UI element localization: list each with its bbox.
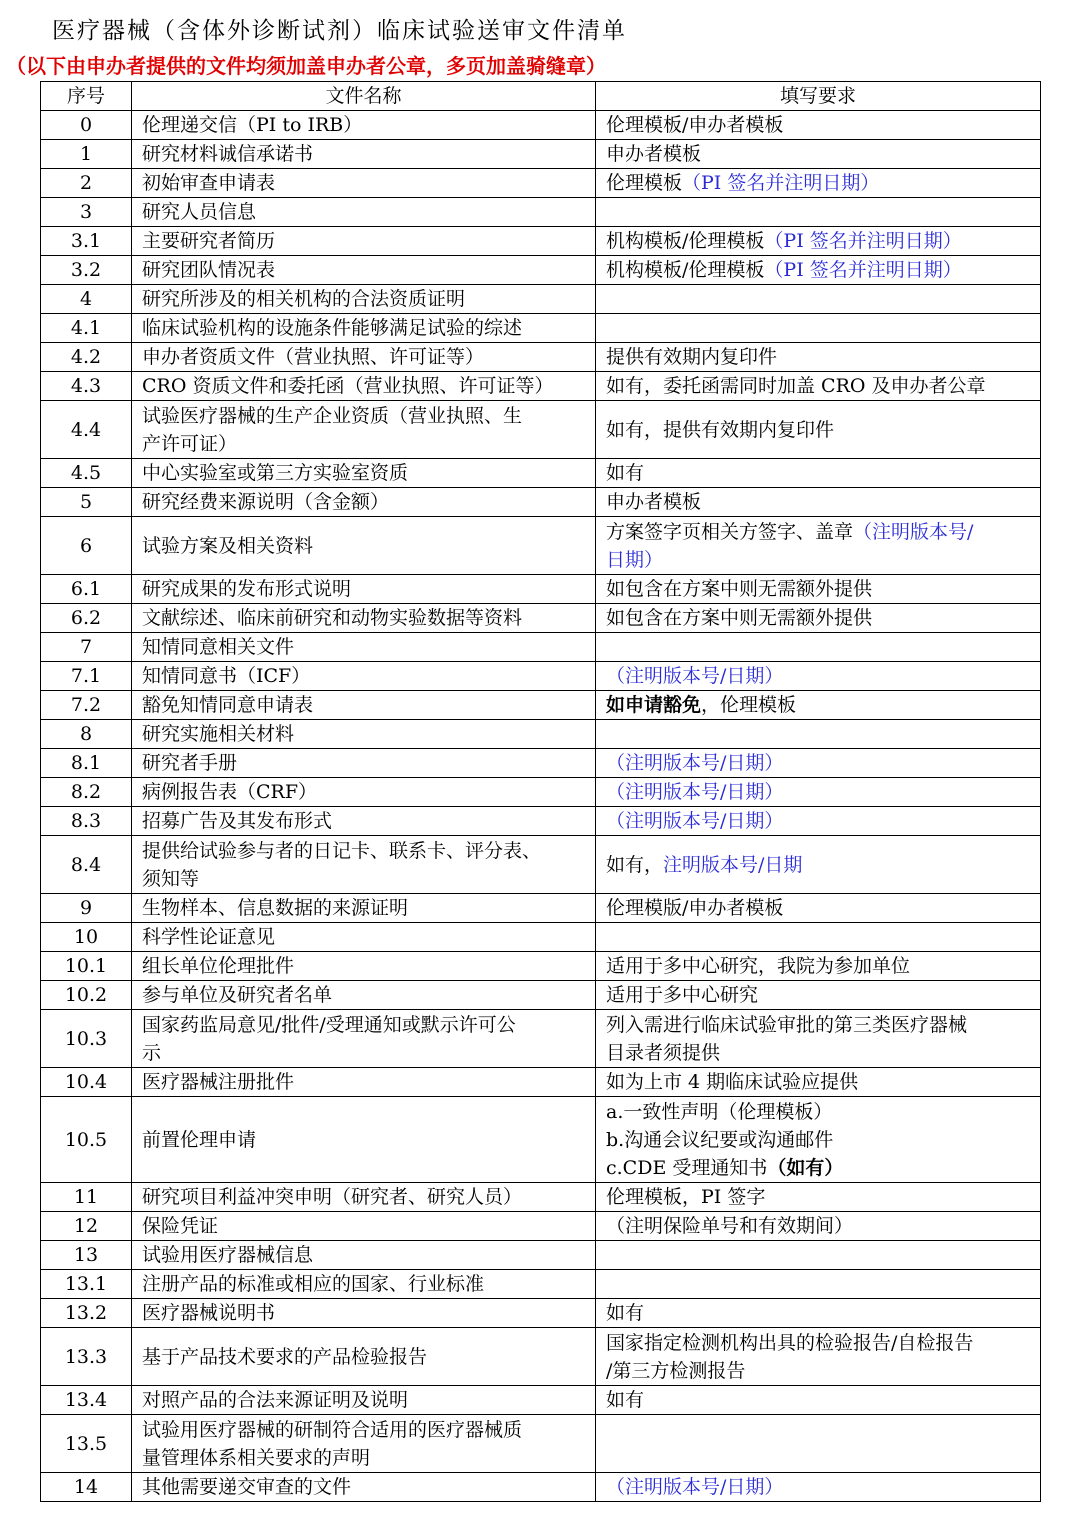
row-number: 8.3 <box>41 807 132 836</box>
page-subtitle-note: （以下由申办者提供的文件均须加盖申办者公章，多页加盖骑缝章） <box>6 54 606 78</box>
row-number: 10 <box>41 923 132 952</box>
row-number: 10.1 <box>41 952 132 981</box>
file-name-text: 研究成果的发布形式说明 <box>142 578 352 600</box>
requirement-cell <box>596 691 1041 720</box>
requirement-note-text: （注明版本号/日期） <box>606 665 784 687</box>
table-row <box>41 575 1041 604</box>
file-name-cell <box>132 314 596 343</box>
file-name-text: 国家药监局意见/批件/受理通知或默示许可公 <box>142 1013 516 1036</box>
requirement-text: 如申请豁免 <box>606 694 702 716</box>
requirement-cell <box>596 1183 1041 1212</box>
table-row <box>41 1386 1041 1415</box>
file-name-cell <box>132 140 596 169</box>
requirement-cell <box>596 633 1041 662</box>
requirement-text: 如有，提供有效期内复印件 <box>606 418 835 441</box>
header-requirements: 填写要求 <box>596 82 1041 111</box>
requirement-cell <box>596 1299 1041 1328</box>
table-row <box>41 952 1041 981</box>
file-name-text: 知情同意书（ICF） <box>142 665 311 687</box>
file-name-text: 研究经费来源说明（含金额） <box>142 491 390 513</box>
file-name-text: 生物样本、信息数据的来源证明 <box>142 897 409 919</box>
file-name-cell <box>132 1328 596 1386</box>
file-name-cell <box>132 1010 596 1068</box>
table-row <box>41 1212 1041 1241</box>
file-name-cell <box>132 111 596 140</box>
file-name-cell <box>132 1183 596 1212</box>
file-name-text: 临床试验机构的设施条件能够满足试验的综述 <box>142 317 523 339</box>
file-name-cell <box>132 1386 596 1415</box>
requirement-cell <box>596 952 1041 981</box>
file-name-text: 医疗器械注册批件 <box>142 1071 295 1093</box>
file-name-text: 其他需要递交审查的文件 <box>142 1476 352 1498</box>
table-row <box>41 1010 1041 1068</box>
requirement-cell <box>596 1473 1041 1502</box>
table-row <box>41 372 1041 401</box>
file-name-text: 初始审查申请表 <box>142 172 276 194</box>
header-file-name: 文件名称 <box>132 82 596 111</box>
requirement-text: 机构模板/伦理模板 <box>606 230 765 252</box>
requirement-cell <box>596 1097 1041 1183</box>
requirement-cell <box>596 169 1041 198</box>
file-name-text: 参与单位及研究者名单 <box>142 984 333 1006</box>
row-number: 12 <box>41 1212 132 1241</box>
requirement-cell <box>596 807 1041 836</box>
requirement-text: 伦理模板/申办者模板 <box>606 114 784 136</box>
requirement-cell <box>596 227 1041 256</box>
row-number: 4.4 <box>41 401 132 459</box>
requirement-text: /第三方检测报告 <box>606 1359 746 1382</box>
file-name-cell <box>132 633 596 662</box>
requirement-text: c.CDE 受理通知书 <box>606 1156 768 1179</box>
table-row <box>41 720 1041 749</box>
file-name-cell <box>132 1212 596 1241</box>
requirement-note-text: （注明版本号/日期） <box>606 781 784 803</box>
table-row <box>41 1270 1041 1299</box>
file-name-text: 基于产品技术要求的产品检验报告 <box>142 1345 428 1368</box>
row-number: 10.5 <box>41 1097 132 1183</box>
requirement-text: 方案签字页相关方签字、盖章 <box>606 520 854 543</box>
table-row <box>41 227 1041 256</box>
requirement-text: 如有，委托函需同时加盖 CRO 及申办者公章 <box>606 375 986 397</box>
requirement-cell <box>596 198 1041 227</box>
table-row <box>41 1415 1041 1473</box>
file-name-cell <box>132 1415 596 1473</box>
file-name-text: 研究项目利益冲突申明（研究者、研究人员） <box>142 1186 523 1208</box>
file-name-text: 伦理递交信（PI to IRB） <box>142 114 363 136</box>
file-name-cell <box>132 488 596 517</box>
file-name-text: 示 <box>142 1041 162 1064</box>
requirement-cell <box>596 604 1041 633</box>
table-row <box>41 604 1041 633</box>
table-row <box>41 169 1041 198</box>
requirement-cell <box>596 894 1041 923</box>
file-name-text: 前置伦理申请 <box>142 1128 257 1151</box>
file-name-cell <box>132 981 596 1010</box>
requirement-text: 如有 <box>606 462 645 484</box>
requirement-note-text: （注明版本号/日期） <box>606 810 784 832</box>
row-number: 7 <box>41 633 132 662</box>
file-name-cell <box>132 227 596 256</box>
requirement-cell <box>596 488 1041 517</box>
row-number: 8.2 <box>41 778 132 807</box>
table-row <box>41 1068 1041 1097</box>
table-row <box>41 256 1041 285</box>
row-number: 6.2 <box>41 604 132 633</box>
row-number: 4.3 <box>41 372 132 401</box>
table-row <box>41 285 1041 314</box>
requirement-text: 适用于多中心研究 <box>606 984 759 1006</box>
row-number: 14 <box>41 1473 132 1502</box>
page-title: 医疗器械（含体外诊断试剂）临床试验送审文件清单 <box>52 18 627 44</box>
file-name-text: 须知等 <box>142 867 200 890</box>
row-number: 11 <box>41 1183 132 1212</box>
requirement-cell <box>596 749 1041 778</box>
row-number: 13 <box>41 1241 132 1270</box>
requirement-cell <box>596 778 1041 807</box>
file-name-text: 试验用医疗器械的研制符合适用的医疗器械质 <box>142 1418 523 1441</box>
table-row <box>41 140 1041 169</box>
row-number: 10.2 <box>41 981 132 1010</box>
table-row <box>41 662 1041 691</box>
table-row <box>41 807 1041 836</box>
row-number: 6 <box>41 517 132 575</box>
requirement-note-text: （注明版本号/ <box>853 520 974 543</box>
row-number: 3 <box>41 198 132 227</box>
requirement-text: ，伦理模板 <box>701 694 797 716</box>
requirement-cell <box>596 1386 1041 1415</box>
requirement-cell <box>596 459 1041 488</box>
row-number: 4.1 <box>41 314 132 343</box>
row-number: 5 <box>41 488 132 517</box>
requirement-cell <box>596 314 1041 343</box>
row-number: 13.5 <box>41 1415 132 1473</box>
row-number: 13.4 <box>41 1386 132 1415</box>
row-number: 9 <box>41 894 132 923</box>
file-name-text: 研究所涉及的相关机构的合法资质证明 <box>142 288 466 310</box>
requirement-text: 如包含在方案中则无需额外提供 <box>606 607 873 629</box>
header-number: 序号 <box>41 82 132 111</box>
document-list-table <box>40 81 1041 1502</box>
requirement-text: 如有， <box>606 853 664 876</box>
table-row <box>41 198 1041 227</box>
requirement-cell <box>596 140 1041 169</box>
file-name-text: 研究团队情况表 <box>142 259 276 281</box>
requirement-text: 机构模板/伦理模板 <box>606 259 765 281</box>
requirement-cell <box>596 343 1041 372</box>
requirement-cell <box>596 575 1041 604</box>
file-name-cell <box>132 691 596 720</box>
row-number: 4.2 <box>41 343 132 372</box>
table-row <box>41 923 1041 952</box>
requirement-text: 如有 <box>606 1389 645 1411</box>
file-name-text: 豁免知情同意申请表 <box>142 694 314 716</box>
file-name-text: 医疗器械说明书 <box>142 1302 276 1324</box>
table-row <box>41 111 1041 140</box>
table-row <box>41 633 1041 662</box>
file-name-cell <box>132 1068 596 1097</box>
file-name-text: 病例报告表（CRF） <box>142 781 318 803</box>
row-number: 2 <box>41 169 132 198</box>
requirement-text: 如包含在方案中则无需额外提供 <box>606 578 873 600</box>
table-row <box>41 459 1041 488</box>
file-name-cell <box>132 923 596 952</box>
file-name-cell <box>132 401 596 459</box>
file-name-cell <box>132 894 596 923</box>
table-row <box>41 1097 1041 1183</box>
requirement-note-text: 注明版本号/日期 <box>663 853 803 876</box>
requirement-cell <box>596 1415 1041 1473</box>
row-number: 3.2 <box>41 256 132 285</box>
file-name-cell <box>132 807 596 836</box>
file-name-text: 组长单位伦理批件 <box>142 955 295 977</box>
file-name-text: 提供给试验参与者的日记卡、联系卡、评分表、 <box>142 839 542 862</box>
file-name-cell <box>132 1299 596 1328</box>
file-name-text: 科学性论证意见 <box>142 926 276 948</box>
requirement-text: 申办者模板 <box>606 491 702 513</box>
row-number: 0 <box>41 111 132 140</box>
file-name-cell <box>132 1270 596 1299</box>
file-name-cell <box>132 720 596 749</box>
table-row <box>41 1473 1041 1502</box>
file-name-text: 主要研究者简历 <box>142 230 276 252</box>
requirement-note-text: （注明版本号/日期） <box>606 1476 784 1498</box>
requirement-cell <box>596 285 1041 314</box>
file-name-cell <box>132 256 596 285</box>
table-row <box>41 314 1041 343</box>
requirement-text: b.沟通会议纪要或沟通邮件 <box>606 1128 834 1151</box>
file-name-text: CRO 资质文件和委托函（营业执照、许可证等） <box>142 375 554 397</box>
row-number: 4.5 <box>41 459 132 488</box>
requirement-cell <box>596 1328 1041 1386</box>
file-name-text: 知情同意相关文件 <box>142 636 295 658</box>
file-name-cell <box>132 836 596 894</box>
row-number: 10.3 <box>41 1010 132 1068</box>
requirement-cell <box>596 720 1041 749</box>
file-name-cell <box>132 1473 596 1502</box>
requirement-text: 国家指定检测机构出具的检验报告/自检报告 <box>606 1331 974 1354</box>
table-row <box>41 836 1041 894</box>
requirement-cell <box>596 256 1041 285</box>
table-row <box>41 401 1041 459</box>
file-name-text: 招募广告及其发布形式 <box>142 810 333 832</box>
requirement-cell <box>596 1010 1041 1068</box>
table-row <box>41 778 1041 807</box>
file-name-cell <box>132 1241 596 1270</box>
file-name-text: 研究实施相关材料 <box>142 723 295 745</box>
requirement-cell <box>596 981 1041 1010</box>
requirement-text: 目录者须提供 <box>606 1041 721 1064</box>
requirement-text: 伦理模板 <box>606 172 683 194</box>
file-name-cell <box>132 285 596 314</box>
file-name-cell <box>132 575 596 604</box>
table-row <box>41 691 1041 720</box>
row-number: 7.1 <box>41 662 132 691</box>
file-name-text: 试验用医疗器械信息 <box>142 1244 314 1266</box>
file-name-text: 试验方案及相关资料 <box>142 534 314 557</box>
table-row <box>41 1299 1041 1328</box>
file-name-cell <box>132 1097 596 1183</box>
row-number: 7.2 <box>41 691 132 720</box>
table-row <box>41 894 1041 923</box>
file-name-text: 对照产品的合法来源证明及说明 <box>142 1389 409 1411</box>
table-row <box>41 517 1041 575</box>
file-name-text: 量管理体系相关要求的声明 <box>142 1446 371 1469</box>
requirement-cell <box>596 662 1041 691</box>
file-name-cell <box>132 662 596 691</box>
requirement-text: a.一致性声明（伦理模板） <box>606 1100 833 1123</box>
requirement-note-text: 日期） <box>606 548 664 571</box>
file-name-cell <box>132 343 596 372</box>
requirement-text: 伦理模板，PI 签字 <box>606 1186 766 1208</box>
requirement-cell <box>596 1068 1041 1097</box>
row-number: 13.2 <box>41 1299 132 1328</box>
row-number: 8.4 <box>41 836 132 894</box>
file-name-text: 保险凭证 <box>142 1215 219 1237</box>
file-name-cell <box>132 778 596 807</box>
requirement-text: 申办者模板 <box>606 143 702 165</box>
row-number: 4 <box>41 285 132 314</box>
file-name-text: 研究者手册 <box>142 752 238 774</box>
table-row <box>41 1241 1041 1270</box>
file-name-text: 产许可证） <box>142 432 238 455</box>
requirement-cell <box>596 517 1041 575</box>
row-number: 1 <box>41 140 132 169</box>
requirement-cell <box>596 372 1041 401</box>
requirement-text: 如有 <box>606 1302 645 1324</box>
file-name-text: 研究材料诚信承诺书 <box>142 143 314 165</box>
requirement-text: 适用于多中心研究，我院为参加单位 <box>606 955 911 977</box>
requirement-text: 列入需进行临床试验审批的第三类医疗器械 <box>606 1013 968 1036</box>
file-name-cell <box>132 169 596 198</box>
row-number: 6.1 <box>41 575 132 604</box>
requirement-cell <box>596 836 1041 894</box>
file-name-text: 试验医疗器械的生产企业资质（营业执照、生 <box>142 404 523 427</box>
file-name-text: 申办者资质文件（营业执照、许可证等） <box>142 346 485 368</box>
requirement-text: （如有） <box>767 1156 844 1179</box>
table-row <box>41 488 1041 517</box>
requirement-cell <box>596 111 1041 140</box>
requirement-cell <box>596 1241 1041 1270</box>
row-number: 8.1 <box>41 749 132 778</box>
file-name-cell <box>132 749 596 778</box>
requirement-text: 如为上市 4 期临床试验应提供 <box>606 1071 859 1093</box>
requirement-text: （注明保险单号和有效期间） <box>606 1215 854 1237</box>
requirement-note-text: （PI 签名并注明日期） <box>764 230 962 252</box>
file-name-cell <box>132 372 596 401</box>
file-name-text: 注册产品的标准或相应的国家、行业标准 <box>142 1273 485 1295</box>
file-name-cell <box>132 952 596 981</box>
file-name-cell <box>132 459 596 488</box>
file-name-cell <box>132 517 596 575</box>
requirement-cell <box>596 1270 1041 1299</box>
file-name-text: 研究人员信息 <box>142 201 257 223</box>
requirement-note-text: （注明版本号/日期） <box>606 752 784 774</box>
requirement-note-text: （PI 签名并注明日期） <box>764 259 962 281</box>
table-row <box>41 1328 1041 1386</box>
table-row <box>41 1183 1041 1212</box>
requirement-note-text: （PI 签名并注明日期） <box>682 172 880 194</box>
table-row <box>41 981 1041 1010</box>
file-name-text: 中心实验室或第三方实验室资质 <box>142 462 409 484</box>
requirement-text: 伦理模版/申办者模板 <box>606 897 784 919</box>
requirement-cell <box>596 923 1041 952</box>
file-name-text: 文献综述、临床前研究和动物实验数据等资料 <box>142 607 523 629</box>
requirement-text: 提供有效期内复印件 <box>606 346 778 368</box>
requirement-cell <box>596 401 1041 459</box>
file-name-cell <box>132 198 596 227</box>
table-row <box>41 749 1041 778</box>
row-number: 13.1 <box>41 1270 132 1299</box>
row-number: 8 <box>41 720 132 749</box>
table-row <box>41 343 1041 372</box>
row-number: 3.1 <box>41 227 132 256</box>
requirement-cell <box>596 1212 1041 1241</box>
file-name-cell <box>132 604 596 633</box>
table-header-row <box>41 82 1041 111</box>
row-number: 10.4 <box>41 1068 132 1097</box>
row-number: 13.3 <box>41 1328 132 1386</box>
